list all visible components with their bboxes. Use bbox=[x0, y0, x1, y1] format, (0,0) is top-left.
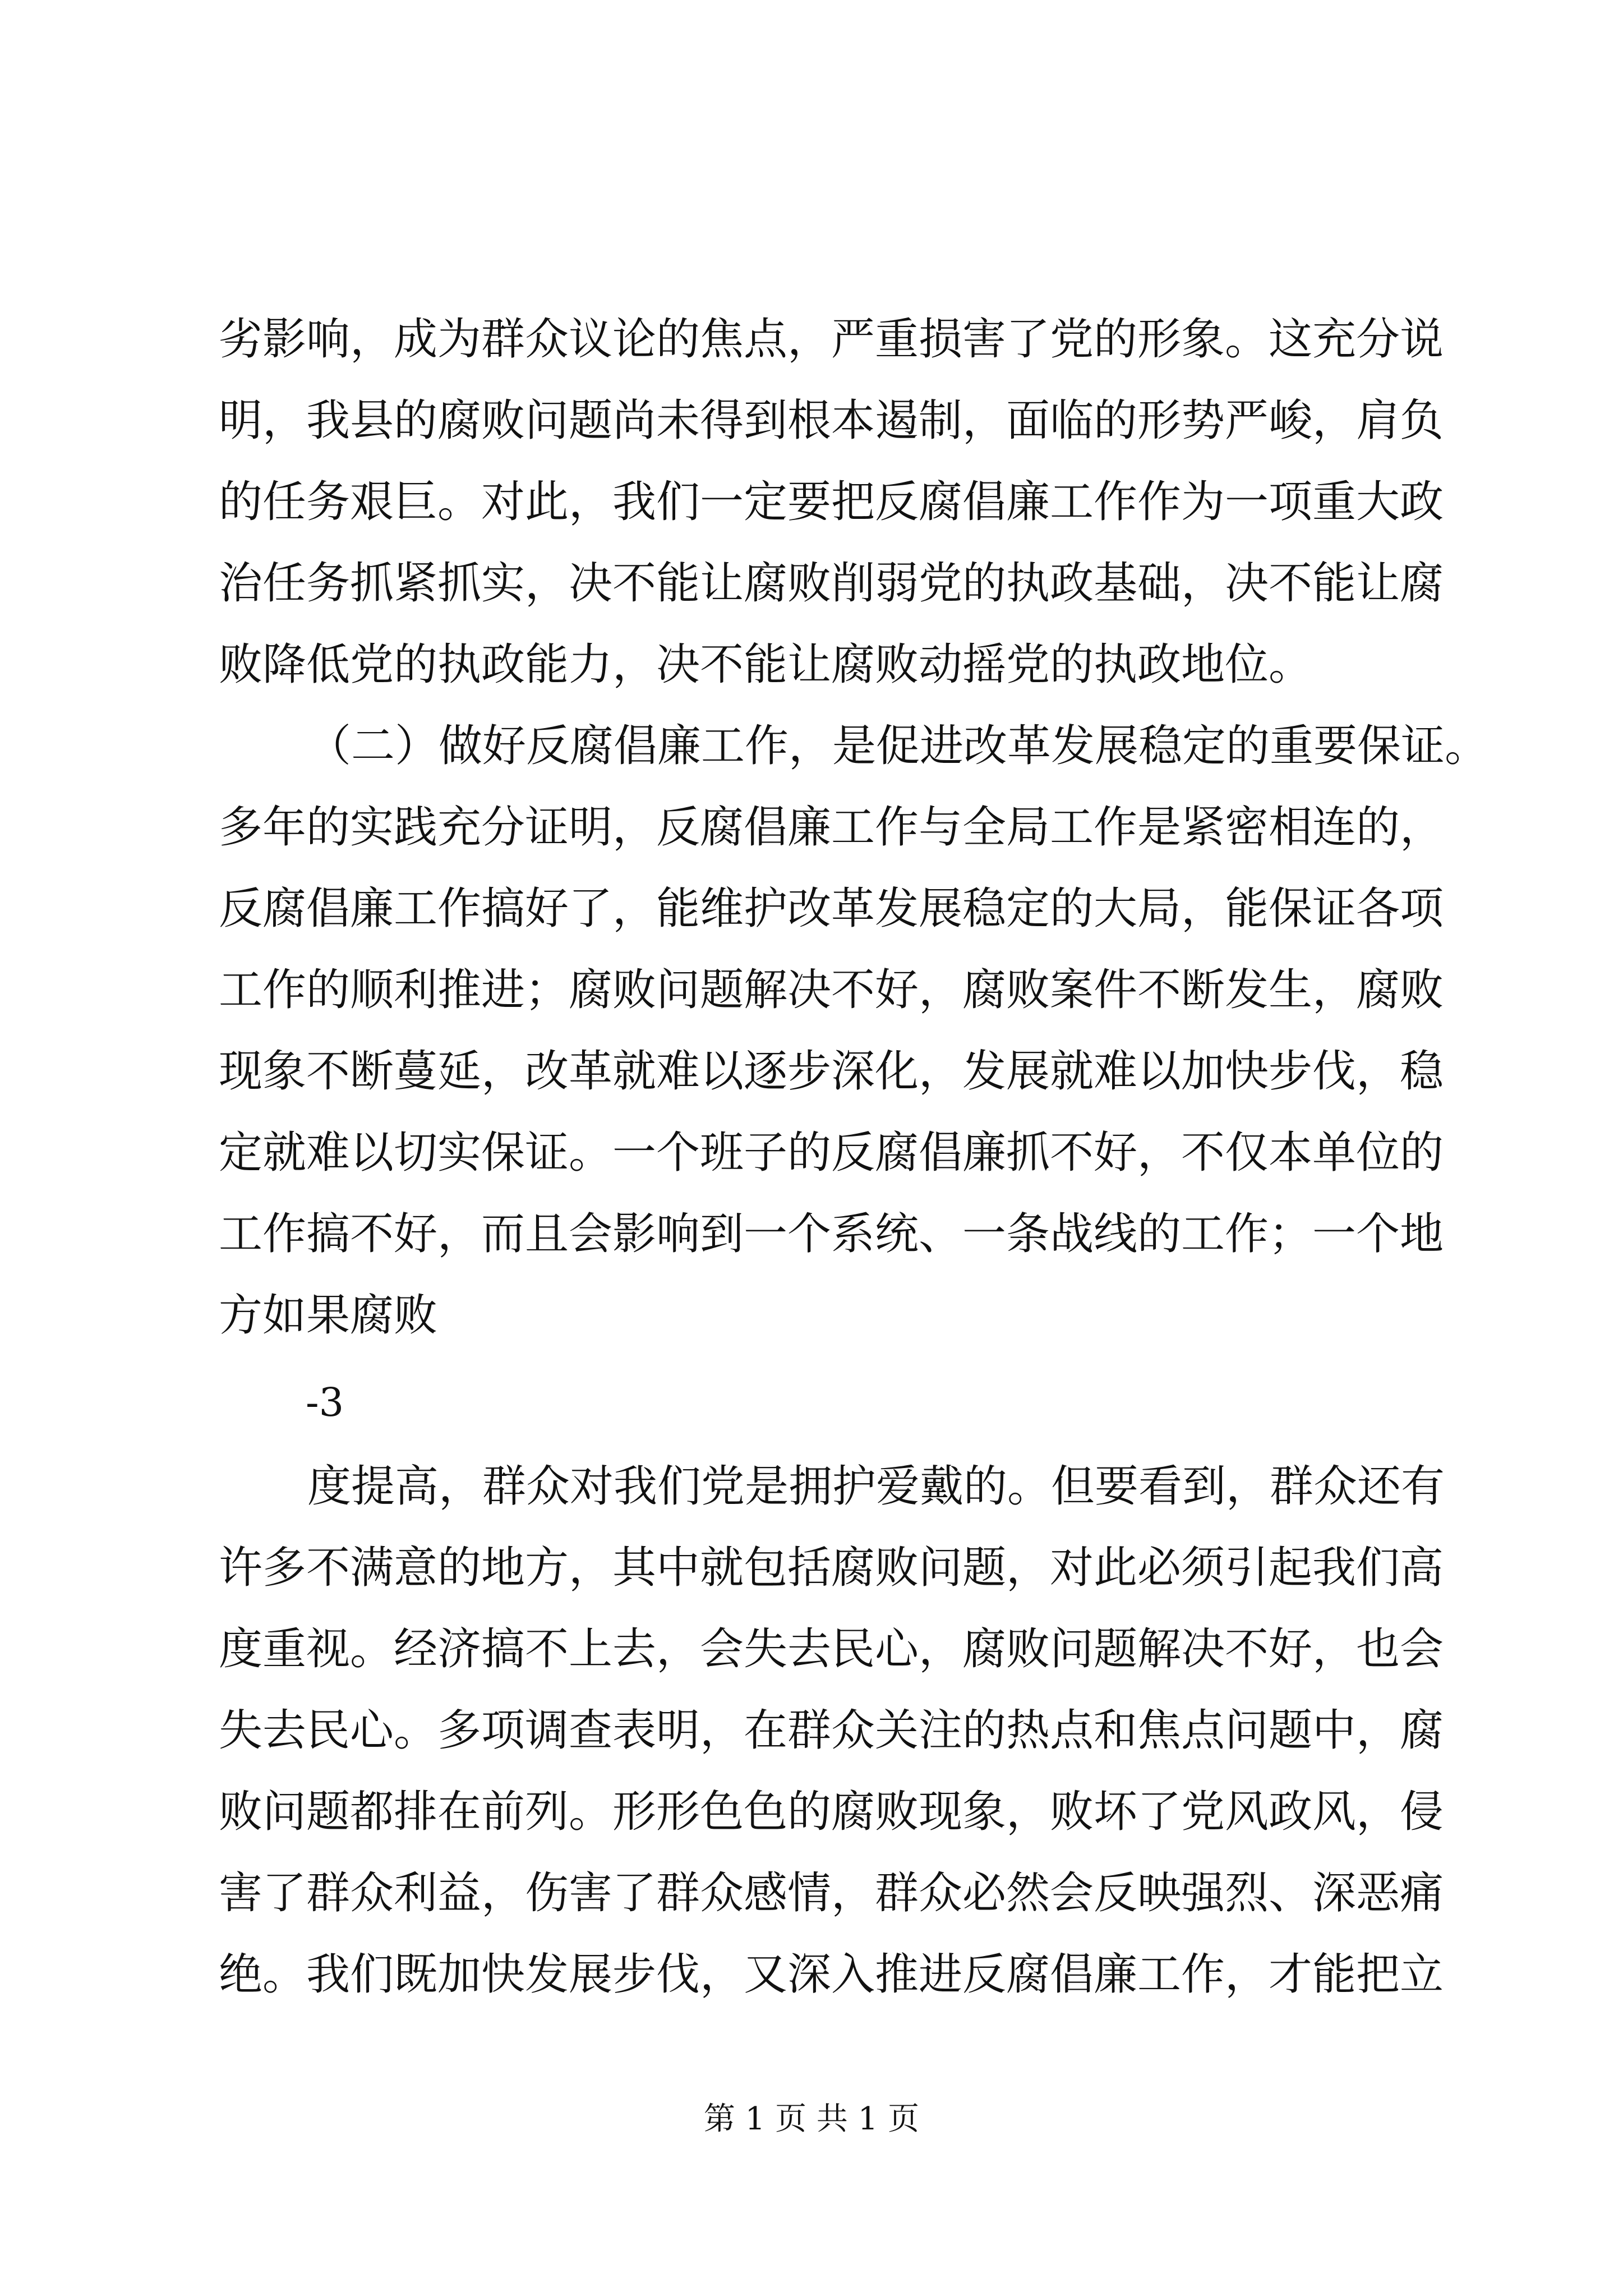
body-text-line: 度提高，群众对我们党是拥护爱戴的。但要看到，群众还有 bbox=[307, 1461, 1445, 1512]
body-text-line: 绝。我们既加快发展步伐，又深入推进反腐倡廉工作，才能把立 bbox=[219, 1949, 1444, 2000]
body-text-line: 方如果腐败 bbox=[219, 1290, 438, 1341]
body-text-line: 的任务艰巨。对此，我们一定要把反腐倡廉工作作为一项重大政 bbox=[219, 477, 1444, 527]
page-marker: -3 bbox=[306, 1379, 344, 1425]
body-text-line: 度重视。经济搞不上去，会失去民心，腐败问题解决不好，也会 bbox=[219, 1624, 1444, 1674]
body-text-line: 劣影响，成为群众议论的焦点，严重损害了党的形象。这充分说 bbox=[219, 314, 1444, 365]
page-footer: 第 1 页 共 1 页 bbox=[703, 2101, 920, 2137]
body-text-line: 败降低党的执政能力，决不能让腐败动摇党的执政地位。 bbox=[219, 639, 1313, 690]
body-text-line: 工作的顺利推进；腐败问题解决不好，腐败案件不断发生，腐败 bbox=[219, 965, 1444, 1015]
section-heading-line: （二）做好反腐倡廉工作，是促进改革发展稳定的重要保证。 bbox=[307, 721, 1489, 771]
body-text-line: 害了群众利益，伤害了群众感情，群众必然会反映强烈、深恶痛 bbox=[219, 1868, 1444, 1918]
body-text-line: 败问题都排在前列。形形色色的腐败现象，败坏了党风政风，侵 bbox=[219, 1787, 1444, 1837]
body-text-line: 现象不断蔓延，改革就难以逐步深化，发展就难以加快步伐，稳 bbox=[219, 1046, 1444, 1097]
body-text-line: 失去民心。多项调查表明，在群众关注的热点和焦点问题中，腐 bbox=[219, 1705, 1444, 1756]
body-text-line: 多年的实践充分证明，反腐倡廉工作与全局工作是紧密相连的， bbox=[219, 802, 1444, 853]
body-text-line: 定就难以切实保证。一个班子的反腐倡廉抓不好，不仅本单位的 bbox=[219, 1128, 1444, 1178]
body-text-line: 反腐倡廉工作搞好了，能维护改革发展稳定的大局，能保证各项 bbox=[219, 884, 1444, 934]
body-text-line: 明，我县的腐败问题尚未得到根本遏制，面临的形势严峻，肩负 bbox=[219, 395, 1444, 446]
body-text-line: 许多不满意的地方，其中就包括腐败问题，对此必须引起我们高 bbox=[219, 1543, 1444, 1593]
body-text-line: 工作搞不好，而且会影响到一个系统、一条战线的工作；一个地 bbox=[219, 1209, 1444, 1259]
body-text-line: 治任务抓紧抓实，决不能让腐败削弱党的执政基础，决不能让腐 bbox=[219, 558, 1444, 609]
